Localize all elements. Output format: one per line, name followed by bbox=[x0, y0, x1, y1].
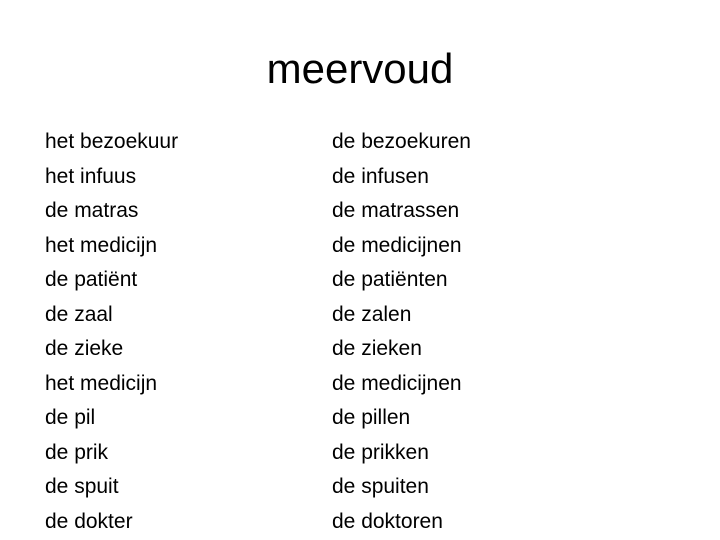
plural-item: de pillen bbox=[332, 406, 411, 429]
singular-list bbox=[45, 125, 305, 539]
plural-item: de zalen bbox=[332, 302, 412, 326]
plural-item: de patiënten bbox=[332, 268, 448, 291]
plural-item: de bezoekuren bbox=[332, 130, 471, 153]
plural-item: de medicijnen bbox=[332, 371, 462, 395]
singular-item: het infuus bbox=[45, 164, 137, 188]
singular-item: de dokter bbox=[45, 509, 133, 533]
singular-item: de spuit bbox=[45, 475, 119, 498]
plural-item: de zieken bbox=[332, 337, 422, 360]
singular-item: het medicijn bbox=[45, 371, 158, 395]
singular-item: de zieke bbox=[45, 337, 124, 360]
singular-item: de pil bbox=[45, 406, 96, 429]
plural-item: de matrassen bbox=[332, 199, 460, 222]
singular-item: het medicijn bbox=[45, 233, 158, 257]
singular-item: de zaal bbox=[45, 302, 113, 326]
slide-title: meervoud bbox=[266, 45, 454, 92]
plural-item: de medicijnen bbox=[332, 233, 462, 257]
singular-item: de matras bbox=[45, 199, 139, 222]
plural-item: de spuiten bbox=[332, 475, 429, 498]
singular-item: het bezoekuur bbox=[45, 130, 179, 153]
singular-item: de prik bbox=[45, 440, 109, 464]
singular-item: de patiënt bbox=[45, 268, 138, 291]
plural-item: de prikken bbox=[332, 440, 429, 464]
plural-list bbox=[332, 125, 692, 539]
plural-item: de doktoren bbox=[332, 509, 443, 533]
plural-item: de infusen bbox=[332, 164, 429, 188]
